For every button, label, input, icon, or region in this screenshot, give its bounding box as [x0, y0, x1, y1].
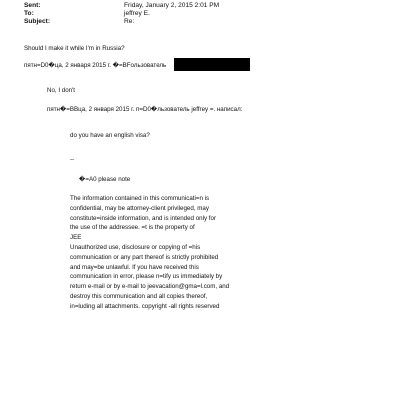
- disclaimer-line: Unauthorized use, disclosure or copying of =his: [70, 243, 201, 251]
- disclaimer-line: destroy this communication and all copies thereof,: [70, 292, 208, 300]
- disclaimer-block: [70, 194, 330, 312]
- disclaimer-line: return e-mail or by e-mail to jeevacation@gma=l.com, and: [70, 283, 230, 291]
- subject-label: Subject:: [24, 18, 51, 25]
- to-label: To:: [24, 10, 34, 17]
- disclaimer-line: constitute=inside information, and is intended only for: [70, 214, 217, 222]
- disclaimer-line: communication or any part thereof is strictly prohibited: [70, 253, 219, 261]
- reply-text: No, I don't: [47, 87, 76, 94]
- disclaimer-line: confidential, may be attorney-client privileged, may: [70, 204, 209, 212]
- disclaimer-line: The information contained in this communicati=n is: [70, 195, 210, 202]
- disclaimer-line: communication in error, please n=tify us immediately by: [70, 273, 223, 281]
- signature-dashes: --: [70, 156, 75, 163]
- disclaimer-line: JEE: [70, 234, 82, 242]
- please-note-text: �=A0 please note: [79, 176, 131, 183]
- to-value: jeffrey E.: [124, 10, 150, 17]
- attribution-line-2: пятн�=BBца, 2 января 2015 г. п=D0�льзователь jeffrey =. написал:: [47, 106, 243, 113]
- attribution-line-1: пятн=D0�ца, 2 января 2015 г. �=BFользователь: [24, 62, 167, 69]
- question-text: Should I make it while I'm in Russia?: [24, 45, 125, 52]
- redaction-block: [174, 58, 250, 71]
- sent-value: Friday, January 2, 2015 2:01 PM: [124, 2, 220, 9]
- visa-question-text: do you have an english visa?: [70, 132, 150, 139]
- disclaimer-line: the use of the addressee. =t is the property of: [70, 224, 195, 232]
- disclaimer-line: in=luding all attachments. copyright -all rights reserved: [70, 302, 220, 310]
- disclaimer-line: and may=be unlawful. If you have received this: [70, 263, 199, 271]
- sent-label: Sent:: [24, 2, 41, 9]
- subject-value: Re:: [124, 18, 135, 25]
